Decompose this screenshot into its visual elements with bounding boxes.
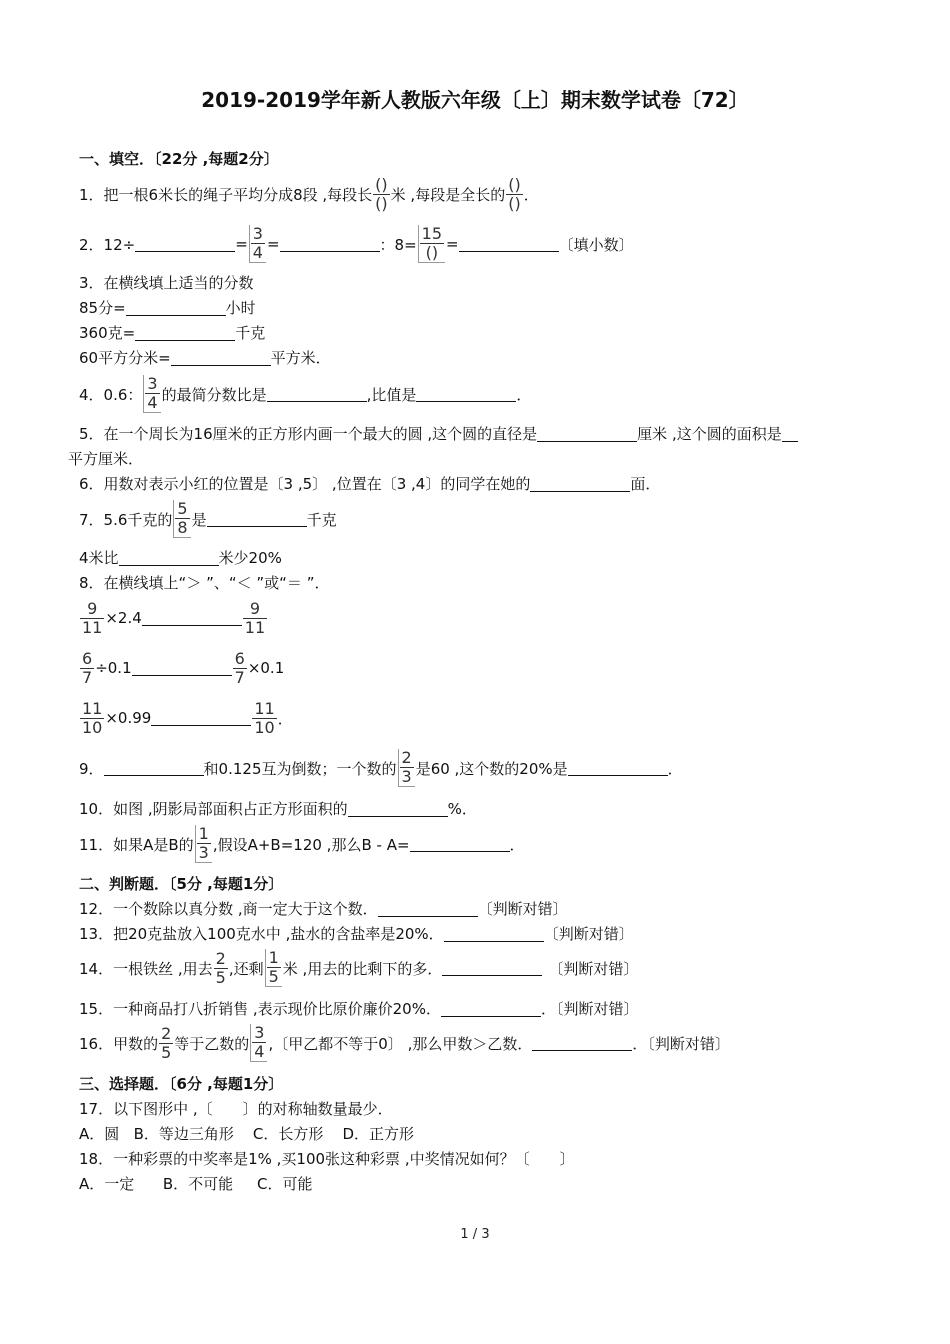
q3-l2-text-a: 360克=: [79, 324, 136, 342]
q7-blank-1[interactable]: [207, 511, 307, 527]
q8-r3-op: ×0.99: [105, 709, 152, 727]
q3-l2-text-b: 千克: [235, 324, 266, 342]
q14-fraction-2-den: 5: [268, 967, 279, 986]
q8-r3-frac-left-den: 10: [82, 717, 103, 737]
question-3-line-1: [79, 297, 256, 318]
q2-text-c: =: [266, 235, 280, 253]
q2-fraction-2-den: (): [425, 243, 439, 262]
document-title: 2019-2019学年新人教版六年级〔上〕期末数学试卷〔72〕: [201, 88, 749, 112]
q13-blank[interactable]: [444, 926, 544, 942]
q3-blank-1[interactable]: [126, 300, 226, 316]
q2-text-d: ：8=: [379, 235, 417, 254]
question-8-row-1: [79, 596, 268, 640]
question-3-head: 3．在横线填上适当的分数: [79, 274, 254, 292]
q9-fraction-num: 2: [401, 748, 412, 767]
section-2-heading: 二、判断题．〔5分 ,每题1分〕: [79, 875, 284, 893]
q9-fraction-den: 3: [401, 767, 412, 786]
q16-blank[interactable]: [532, 1035, 632, 1051]
q16-text-a: 16．甲数的: [79, 1034, 159, 1053]
q2-blank-3[interactable]: [459, 236, 559, 252]
question-8-row-2: [79, 646, 284, 690]
q2-fraction-2: [418, 225, 445, 263]
q8-r2-frac-right: [233, 650, 247, 687]
q2-text-f: 〔填小数〕: [558, 235, 634, 254]
q11-fraction-num: 1: [198, 824, 209, 843]
q14-fraction-2: [265, 949, 282, 987]
q8-r3-frac-right: [252, 700, 276, 737]
q8-r3-frac-right-den: 10: [254, 717, 275, 737]
q2-blank-1[interactable]: [135, 236, 235, 252]
q12-text-a: 12．一个数除以真分数 ,商一定大于这个数．: [79, 900, 378, 918]
q11-blank[interactable]: [410, 836, 510, 852]
q10-blank[interactable]: [348, 801, 448, 817]
section-3-heading: 三、选择题．〔6分 ,每题1分〕: [79, 1075, 284, 1093]
q7-text-b: 是: [191, 510, 207, 529]
q8-r2-op2: ×0.1: [247, 659, 285, 677]
q4-fraction: [143, 375, 160, 413]
q10-text-a: 10．如图 ,阴影局部面积占正方形面积的: [79, 800, 348, 818]
question-4: [79, 372, 531, 416]
q14-text-d: 〔判断对错〕: [548, 959, 639, 978]
question-18: 18．一种彩票的中奖率是1% ,买100张这种彩票 ,中奖情况如何？〔 〕: [79, 1150, 575, 1168]
q15-blank[interactable]: [441, 1001, 541, 1017]
question-8-head: 8．在横线填上“＞ ”、“＜ ”或“＝ ”．: [79, 574, 330, 592]
q13-text-a: 13．把20克盐放入100克水中 ,盐水的含盐率是20%．: [79, 925, 444, 943]
q15-text-a: 15．一种商品打八折销售 ,表示现价比原价廉价20%．: [79, 1000, 441, 1018]
q16-fraction-2-num: 3: [254, 1023, 265, 1042]
q11-text-c: ．: [509, 835, 525, 854]
q7-text-a: 7．5.6千克的: [79, 510, 173, 529]
question-7-line-2: [79, 547, 282, 568]
q1-fraction-1-num: (): [375, 174, 388, 194]
q5-blank-1[interactable]: [537, 426, 637, 442]
q7-blank-2[interactable]: [119, 550, 219, 566]
q11-text-a: 11．如果A是B的: [79, 835, 194, 854]
q3-l1-text-a: 85分=: [79, 299, 126, 317]
q7-l2-text-b: 米少20%: [218, 549, 282, 567]
q14-fraction-1: [214, 950, 228, 987]
question-12: [79, 898, 568, 919]
q8-r2-frac-left-den: 7: [82, 667, 93, 687]
q3-blank-3[interactable]: [171, 350, 271, 366]
q12-blank[interactable]: [378, 901, 478, 917]
question-5-line-2: 平方厘米．: [68, 450, 144, 468]
q7-l2-text-a: 4米比: [79, 549, 119, 567]
question-18-options: A．一定 B．不可能 C．可能: [79, 1175, 313, 1193]
q1-fraction-1-den: (): [375, 193, 388, 213]
q1-text-c: ．: [523, 185, 539, 204]
q1-text-b: 米 ,每段是全长的: [390, 185, 506, 204]
question-16: [79, 1021, 730, 1065]
q16-fraction-1-den: 5: [161, 1042, 172, 1062]
q5-text-b: 厘米 ,这个圆的面积是: [637, 425, 782, 443]
q2-fraction-1-num: 3: [252, 224, 263, 243]
q4-text-b: 的最简分数比是: [161, 385, 267, 404]
q16-text-b: 等于乙数的: [174, 1034, 250, 1053]
q2-fraction-1: [249, 225, 266, 263]
q1-fraction-1: [373, 176, 389, 213]
q8-r1-frac-left-den: 11: [82, 617, 103, 637]
q8-r3-frac-right-num: 11: [254, 698, 275, 718]
q3-l3-text-a: 60平方分米=: [79, 349, 171, 367]
q7-fraction-den: 8: [177, 518, 188, 537]
q4-text-c: ,比值是: [366, 385, 417, 404]
q9-text-d: ．: [667, 759, 683, 778]
q16-fraction-2: [250, 1024, 267, 1062]
q1-fraction-2: [506, 176, 522, 213]
q3-blank-2[interactable]: [135, 325, 235, 341]
q7-fraction-num: 5: [177, 499, 188, 518]
q4-fraction-num: 3: [147, 374, 158, 393]
q7-text-c: 千克: [306, 510, 337, 529]
q16-text-c: ,〔甲乙都不等于0〕 ,那么甲数＞乙数．: [268, 1034, 533, 1053]
question-7: [79, 497, 337, 541]
q5-blank-2[interactable]: [782, 426, 798, 442]
question-10: [79, 798, 477, 819]
q14-fraction-1-den: 5: [215, 967, 226, 987]
q14-text-a: 14．一根铁丝 ,用去: [79, 959, 213, 978]
q3-l3-text-b: 平方米．: [270, 349, 331, 367]
q6-blank[interactable]: [530, 476, 630, 492]
question-17: 17．以下图形中 ,〔 〕的对称轴数量最少．: [79, 1100, 393, 1118]
section-1-heading: 一、填空．〔22分 ,每题2分〕: [79, 150, 279, 168]
q14-text-c: 米 ,用去的比剩下的多．: [282, 959, 443, 978]
q9-text-a: 9．: [79, 759, 104, 778]
q7-fraction: [173, 500, 190, 538]
question-11: [79, 822, 525, 866]
question-6: [79, 473, 660, 494]
q8-r1-frac-left: [80, 600, 104, 637]
q8-r2-frac-right-den: 7: [234, 667, 245, 687]
q16-text-d: ．〔判断对错〕: [632, 1034, 730, 1053]
q8-r1-frac-left-num: 9: [87, 598, 98, 618]
q9-blank-2[interactable]: [568, 760, 668, 776]
q2-fraction-1-den: 4: [252, 243, 263, 262]
question-9: [79, 746, 683, 790]
q11-fraction: [195, 825, 212, 863]
question-14: [79, 946, 638, 990]
q8-r2-frac-left: [80, 650, 94, 687]
q8-r3-frac-left: [80, 700, 104, 737]
q8-blank-3[interactable]: [151, 710, 251, 726]
q2-text-b: =: [235, 235, 248, 253]
q3-l1-text-b: 小时: [225, 299, 256, 317]
q13-text-b: 〔判断对错〕: [543, 925, 634, 943]
q15-text-b: ．〔判断对错〕: [540, 1000, 639, 1018]
q8-r3-end: ．: [277, 709, 293, 728]
q2-blank-2[interactable]: [280, 236, 380, 252]
q11-fraction-den: 3: [198, 843, 209, 862]
q4-fraction-den: 4: [147, 393, 158, 412]
q12-text-b: 〔判断对错〕: [477, 900, 568, 918]
q8-r1-frac-right-num: 9: [249, 598, 261, 618]
q8-r1-frac-right-den: 11: [244, 617, 266, 637]
q4-text-d: ．: [516, 385, 532, 404]
q9-fraction: [398, 749, 415, 787]
q10-text-b: %．: [447, 800, 477, 818]
q9-blank-1[interactable]: [104, 760, 204, 776]
q16-fraction-1-num: 2: [161, 1023, 172, 1043]
q2-fraction-2-num: 15: [421, 224, 443, 243]
q8-blank-2[interactable]: [132, 660, 232, 676]
q16-fraction-2-den: 4: [254, 1042, 265, 1061]
q2-text-a: 2．12÷: [79, 235, 136, 254]
q1-fraction-2-num: (): [508, 174, 521, 194]
q5-text-a: 5．在一个周长为16厘米的正方形内画一个最大的圆 ,这个圆的直径是: [79, 425, 538, 443]
q4-blank-2[interactable]: [416, 386, 516, 402]
question-5-line-1: [79, 423, 798, 444]
q11-text-b: ,假设A+B=120 ,那么B - A=: [212, 835, 410, 854]
q6-text-b: 面．: [630, 475, 661, 493]
q14-text-b: ,还剩: [228, 959, 264, 978]
page-number: 1 / 3: [460, 1227, 490, 1242]
q14-fraction-2-num: 1: [268, 948, 279, 967]
q8-blank-1[interactable]: [142, 610, 242, 626]
q8-r2-frac-left-num: 6: [82, 648, 93, 668]
q2-text-e: =: [446, 235, 459, 253]
question-2: [79, 222, 634, 266]
q14-blank[interactable]: [442, 960, 542, 976]
q8-r2-frac-right-num: 6: [234, 648, 245, 668]
q14-fraction-1-num: 2: [215, 948, 226, 968]
q8-r3-frac-left-num: 11: [82, 698, 103, 718]
q1-text-a: 1．把一根6米长的绳子平均分成8段 ,每段长: [79, 185, 373, 204]
q6-text-a: 6．用数对表示小红的位置是〔3 ,5〕 ,位置在〔3 ,4〕的同学在她的: [79, 475, 531, 493]
q8-r2-op: ÷0.1: [95, 659, 132, 677]
question-17-options: A．圆 B．等边三角形 C．长方形 D．正方形: [79, 1125, 415, 1143]
question-8-row-3: [79, 696, 293, 740]
q8-r1-op: ×2.4: [105, 609, 142, 627]
q16-fraction-1: [159, 1025, 173, 1062]
q9-text-c: 是60 ,这个数的20%是: [415, 759, 568, 778]
question-1: [79, 172, 539, 216]
question-13: [79, 923, 634, 944]
q1-fraction-2-den: (): [508, 193, 521, 213]
question-3-line-3: [79, 347, 331, 368]
question-15: [79, 998, 638, 1019]
question-3-line-2: [79, 322, 265, 343]
q4-blank-1[interactable]: [267, 386, 367, 402]
q9-text-b: 和0.125互为倒数；一个数的: [203, 759, 397, 778]
q4-text-a: 4．0.6：: [79, 385, 143, 404]
q8-r1-frac-right: [243, 600, 267, 637]
